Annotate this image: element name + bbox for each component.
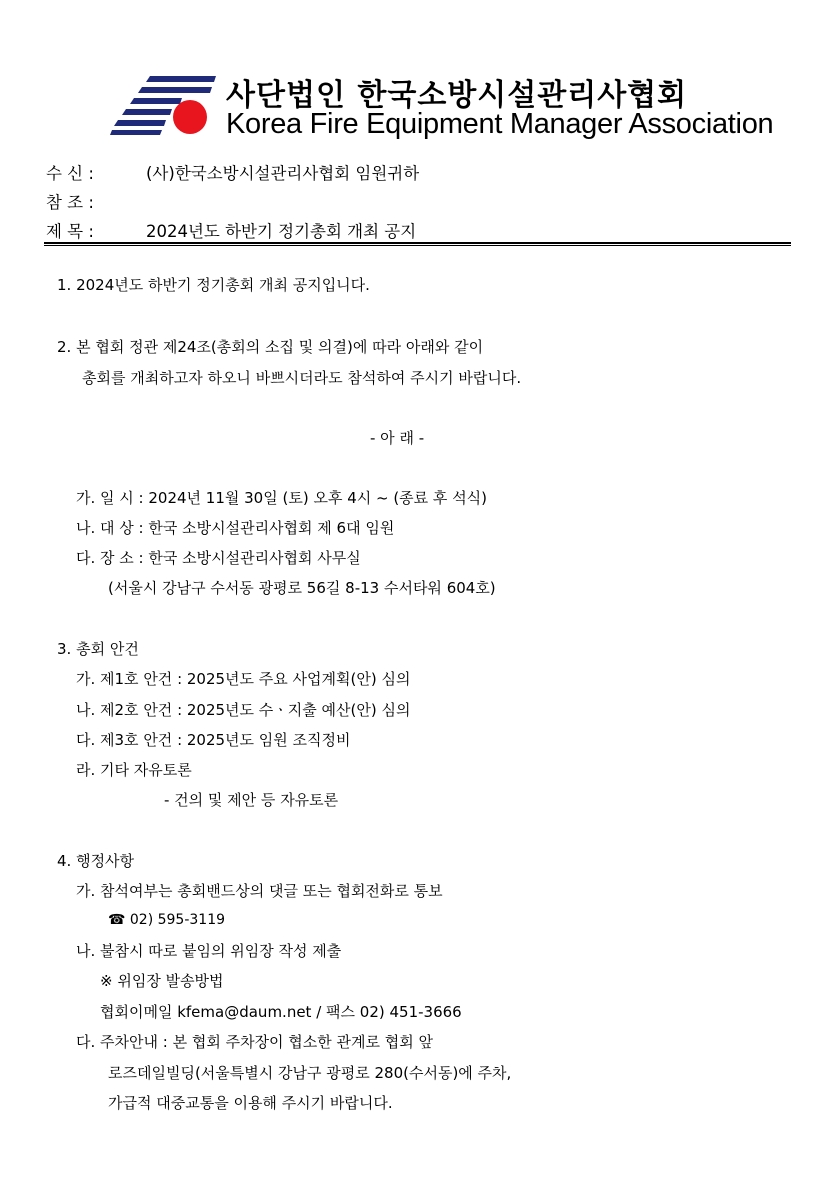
org-name-english: Korea Fire Equipment Manager Association xyxy=(226,108,774,140)
header-divider-thin xyxy=(44,245,791,246)
subject-row xyxy=(46,218,416,242)
admin-contact: 협회이메일 kfema@daum.net / 팩스 02) 451-3666 xyxy=(100,1003,462,1021)
detail-date: 가. 일 시 : 2024년 11월 30일 (토) 오후 4시 ~ (종료 후 석식) xyxy=(76,489,488,507)
admin-item-c-line-1: 다. 주차안내 : 본 협회 주차장이 협소한 관계로 협회 앞 xyxy=(76,1033,434,1051)
agenda-note: - 건의 및 제안 등 자유토론 xyxy=(164,791,339,809)
reference-label: 참 조 : xyxy=(46,193,94,212)
admin-item-c-line-3: 가급적 대중교통을 이용해 주시기 바랍니다. xyxy=(108,1094,393,1112)
agenda-item: 라. 기타 자유토론 xyxy=(76,761,192,779)
association-logo-icon xyxy=(110,70,220,140)
reference-row xyxy=(46,189,146,213)
subject-value: 2024년도 하반기 정기총회 개최 공지 xyxy=(146,222,417,241)
admin-item-b-note: ※ 위임장 발송방법 xyxy=(100,972,224,990)
admin-phone: ☎ 02) 595-3119 xyxy=(108,912,226,928)
agenda-item: 가. 제1호 안건 : 2025년도 주요 사업계획(안) 심의 xyxy=(76,670,411,688)
agenda-item: 다. 제3호 안건 : 2025년도 임원 조직정비 xyxy=(76,731,351,749)
detail-target: 나. 대 상 : 한국 소방시설관리사협회 제 6대 임원 xyxy=(76,519,395,537)
header-divider xyxy=(44,242,791,244)
org-name-korean: 사단법인 한국소방시설관리사협회 xyxy=(226,78,688,113)
admin-item-c-line-2: 로즈데일빌딩(서울특별시 강남구 광평로 280(수서동)에 주차, xyxy=(108,1064,512,1082)
detail-place: 다. 장 소 : 한국 소방시설관리사협회 사무실 xyxy=(76,549,361,567)
paragraph-2-line-1: 2. 본 협회 정관 제24조(총회의 소집 및 의결)에 따라 아래와 같이 xyxy=(57,338,484,356)
agenda-item: 나. 제2호 안건 : 2025년도 수ㆍ지출 예산(안) 심의 xyxy=(76,701,411,719)
subject-label: 제 목 : xyxy=(46,222,94,241)
recipient-value: (사)한국소방시설관리사협회 임원귀하 xyxy=(146,164,420,183)
below-heading: - 아 래 - xyxy=(370,429,425,447)
detail-address: (서울시 강남구 수서동 광평로 56길 8-13 수서타워 604호) xyxy=(108,579,496,597)
admin-item-b: 나. 불참시 따로 붙임의 위임장 작성 제출 xyxy=(76,942,342,960)
admin-item-a: 가. 참석여부는 총회밴드상의 댓글 또는 협회전화로 통보 xyxy=(76,882,443,900)
paragraph-2-line-2: 총회를 개최하고자 하오니 바쁘시더라도 참석하여 주시기 바랍니다. xyxy=(82,369,522,387)
agenda-title: 3. 총회 안건 xyxy=(57,640,139,658)
paragraph-1: 1. 2024년도 하반기 정기총회 개최 공지입니다. xyxy=(57,276,370,294)
admin-title: 4. 행정사항 xyxy=(57,852,135,870)
recipient-label: 수 신 : xyxy=(46,164,94,183)
recipient-row xyxy=(46,160,419,184)
